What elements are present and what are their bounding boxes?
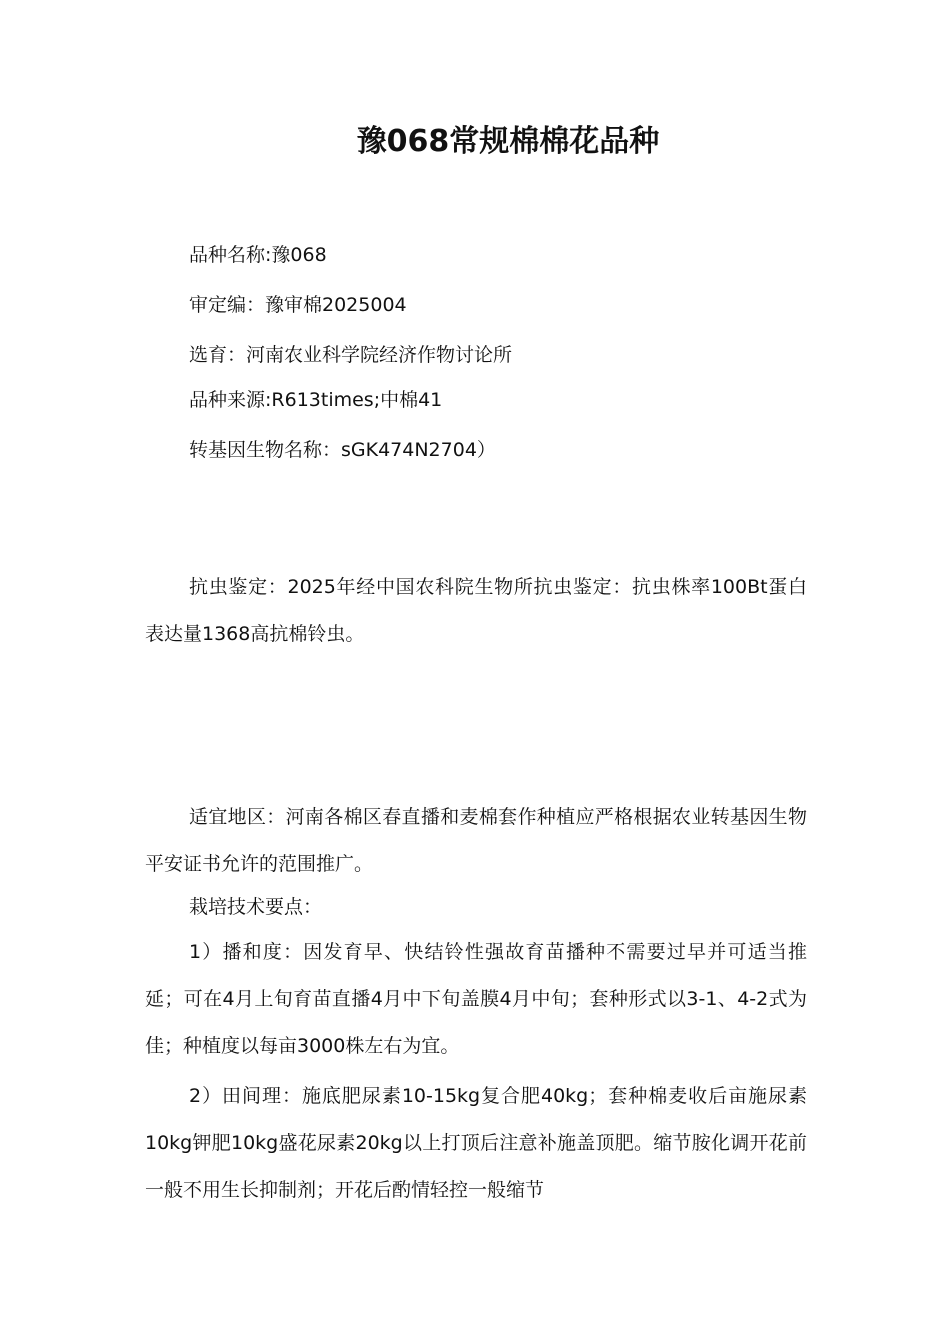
variety-name-line: 品种名称:豫068: [189, 244, 327, 266]
pest-resistance-paragraph: 抗虫鉴定：2025年经中国农科院生物所抗虫鉴定：抗虫株率100Bt蛋白表达量1368高抗棉铃虫。: [145, 576, 807, 645]
approval-number-line: 审定编：豫审棉2025004: [189, 294, 407, 316]
suitable-region-paragraph: 适宜地区：河南各棉区春直播和麦棉套作种植应严格根据农业转基因生物平安证书允许的范围推广。: [145, 806, 807, 875]
cultivation-heading: 栽培技术要点：: [189, 896, 323, 918]
gmo-name-line: 转基因生物名称：sGK474N2704）: [189, 439, 496, 461]
cultivation-point-1: 1）播和度：因发育早、快结铃性强故育苗播种不需要过早并可适当推延；可在4月上旬育苗直播4月中下旬盖膜4月中旬；套种形式以3-1、4-2式为佳；种植度以每亩3000株左右为宜。: [145, 941, 807, 1057]
breeder-line: 选育：河南农业科学院经济作物讨论所: [189, 344, 513, 366]
variety-source-line: 品种来源:R613times;中棉41: [189, 389, 443, 411]
cultivation-point-2: 2）田间理：施底肥尿素10-15kg复合肥40kg；套种棉麦收后亩施尿素10kg钾肥10kg盛花尿素20kg以上打顶后注意补施盖顶肥。缩节胺化调开花前一般不用生长抑制剂；开花后酌情轻控一般缩节: [145, 1085, 807, 1201]
document-title: 豫068常规棉棉花品种: [356, 124, 660, 159]
